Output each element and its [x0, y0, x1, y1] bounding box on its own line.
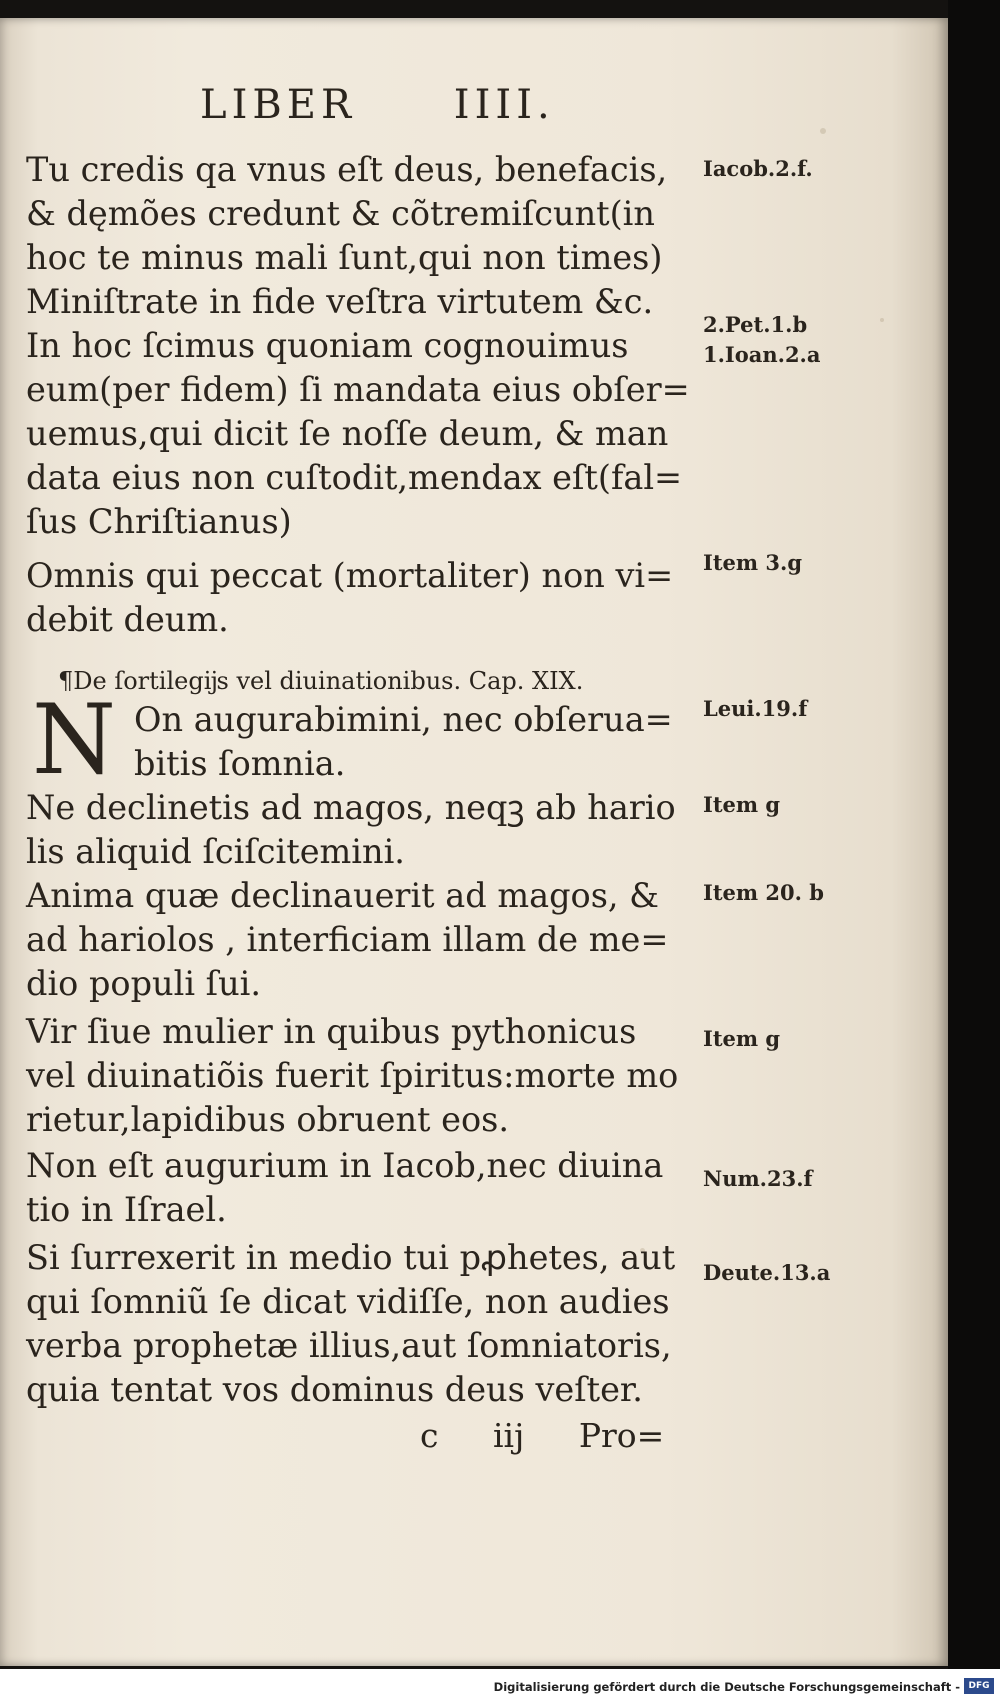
running-head-title: LIBER	[200, 82, 357, 128]
text-line: quia tentat vos dominus deus veſter.	[26, 1370, 643, 1409]
margin-reference: Leui.19.f	[703, 696, 808, 721]
text-line: In hoc ſcimus quoniam cognouimus	[26, 326, 629, 365]
signature-number: iij	[492, 1416, 525, 1455]
margin-reference: 2.Pet.1.b	[703, 312, 808, 337]
text-line: Anima quæ declinauerit ad magos, &	[26, 876, 659, 915]
text-line: bitis ſomnia.	[134, 744, 346, 783]
text-line: ſus Chriſtianus)	[26, 502, 292, 541]
dfg-logo: DFG	[964, 1678, 994, 1694]
text-line: tio in Iſrael.	[26, 1190, 227, 1229]
footer-bar	[0, 1669, 1000, 1703]
text-line: Si ſurrexerit in medio tui pꝓhetes, aut	[26, 1238, 676, 1277]
text-line: rietur,lapidibus obruent eos.	[26, 1100, 509, 1139]
text-line: ad hariolos , interficiam illam de me=	[26, 920, 669, 959]
text-line: eum(per fidem) ſi mandata eius obſer=	[26, 370, 690, 409]
margin-reference: Deute.13.a	[703, 1260, 831, 1285]
chapter-heading: ¶De ſortilegĳs vel diuinationibus. Cap. XIX.	[58, 667, 584, 695]
text-line: debit deum.	[26, 600, 229, 639]
running-head-number: IIII.	[453, 82, 555, 128]
footer-credit: Digitalisierung gefördert durch die Deutsche Forschungsgemeinschaft -	[493, 1680, 960, 1694]
text-line: Non eſt augurium in Iacob,nec diuina	[26, 1146, 664, 1185]
catchword: Pro=	[578, 1416, 665, 1455]
text-line: Omnis qui peccat (mortaliter) non vi=	[26, 556, 674, 595]
signature-and-catchword	[420, 1414, 708, 1458]
book-page	[0, 18, 948, 1666]
text-line: hoc te minus mali ſunt,qui non times)	[26, 238, 663, 277]
margin-reference: Item g	[703, 792, 781, 817]
margin-reference: Num.23.f	[703, 1166, 813, 1191]
text-line: data eius non cuſtodit,mendax eſt(fal=	[26, 458, 683, 497]
book-spine-shadow	[948, 0, 1000, 1703]
text-line: Tu credis qa vnus eſt deus, benefacis,	[26, 150, 668, 189]
text-line: vel diuinatiõis fuerit ſpiritus:morte mo	[26, 1056, 679, 1095]
text-line: dio populi ſui.	[26, 964, 262, 1003]
margin-reference: Item g	[703, 1026, 781, 1051]
signature-letter: c	[420, 1416, 439, 1455]
text-line: On augurabimini, nec obſerua=	[134, 700, 673, 739]
decorated-initial: N	[32, 684, 116, 796]
text-line: Ne declinetis ad magos, neqꝫ ab hario	[26, 788, 676, 827]
margin-reference: 1.Ioan.2.a	[703, 342, 821, 367]
text-line: & dęmões credunt & cõtremiſcunt(in	[26, 194, 655, 233]
text-line: verba prophetæ illius,aut ſomniatoris,	[26, 1326, 672, 1365]
margin-reference: Item 3.g	[703, 550, 803, 575]
text-line: Miniſtrate in fide veſtra virtutem &c.	[26, 282, 654, 321]
text-line: qui ſomniũ ſe dicat vidiſſe, non audies	[26, 1282, 670, 1321]
text-line: lis aliquid ſciſcitemini.	[26, 832, 405, 871]
margin-reference: Item 20. b	[703, 880, 824, 905]
margin-reference: Iacob.2.f.	[703, 156, 813, 181]
text-line: Vir ſiue mulier in quibus pythonicus	[26, 1012, 637, 1051]
running-head	[200, 82, 555, 142]
text-line: uemus,qui dicit ſe noſſe deum, & man	[26, 414, 669, 453]
